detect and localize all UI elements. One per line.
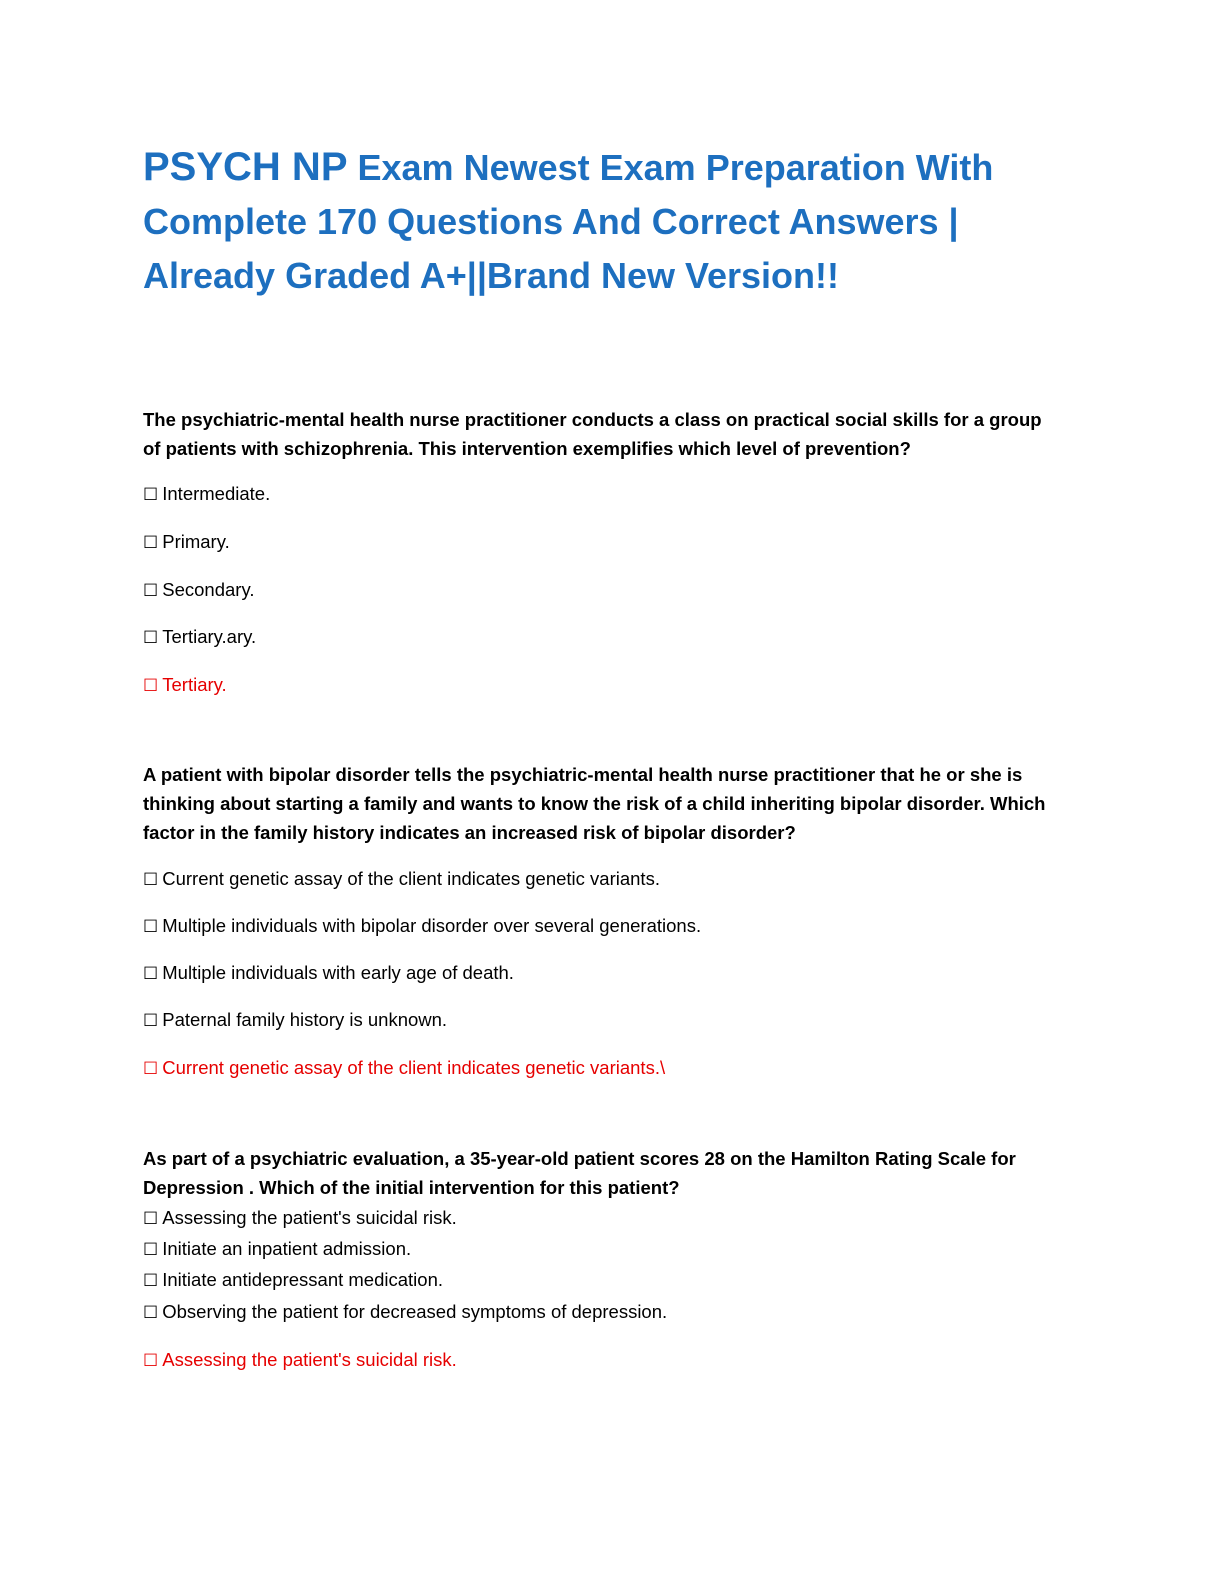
option-label: Current genetic assay of the client indicates genetic variants. [162, 868, 660, 889]
option-label: Initiate antidepressant medication. [162, 1269, 444, 1290]
title-rest: Exam Newest Exam Preparation With Complete 170 Questions And Correct Answers | Already Graded A+||Brand New Version!! [143, 147, 994, 296]
checkbox-icon: ☐ [143, 533, 159, 553]
option-label: Intermediate. [162, 483, 271, 504]
checkbox-icon: ☐ [143, 485, 159, 505]
checkbox-icon: ☐ [143, 1271, 159, 1291]
option-label: Initiate an inpatient admission. [162, 1238, 412, 1259]
option-label: Secondary. [162, 579, 255, 600]
checkbox-icon: ☐ [143, 870, 159, 890]
checkbox-icon: ☐ [143, 1011, 159, 1031]
answer-label: Tertiary. [162, 674, 227, 695]
option-item [143, 1008, 447, 1033]
option-item [143, 867, 660, 892]
option-item [143, 1237, 411, 1262]
option-item [143, 914, 701, 939]
checkbox-icon: ☐ [143, 1240, 159, 1260]
checkbox-icon: ☐ [143, 1209, 159, 1229]
option-label: Assessing the patient's suicidal risk. [162, 1207, 457, 1228]
answer-label: Current genetic assay of the client indicates genetic variants.\ [162, 1057, 666, 1078]
checkbox-icon: ☐ [143, 581, 159, 601]
option-label: Multiple individuals with early age of death. [162, 962, 514, 983]
checkbox-icon: ☐ [143, 1351, 159, 1371]
checkbox-icon: ☐ [143, 676, 159, 696]
checkbox-icon: ☐ [143, 628, 159, 648]
option-item [143, 482, 270, 507]
option-item [143, 530, 230, 555]
option-label: Paternal family history is unknown. [162, 1009, 448, 1030]
correct-answer [143, 673, 227, 698]
title-lead: PSYCH NP [143, 145, 348, 189]
option-label: Tertiary.ary. [162, 626, 257, 647]
question-text: A patient with bipolar disorder tells the psychiatric-mental health nurse practitioner that he or she is thinking about starting a family and wants to know the risk of a child inheriting bipolar disorder. Which factor in the family history indicates an increased risk of bipolar disorder? [143, 764, 1046, 843]
option-label: Primary. [162, 531, 230, 552]
question-text: The psychiatric-mental health nurse practitioner conducts a class on practical social skills for a group of patients with schizophrenia. This intervention exemplifies which level of prevention? [143, 409, 1042, 459]
answer-label: Assessing the patient's suicidal risk. [162, 1349, 457, 1370]
option-label: Multiple individuals with bipolar disorder over several generations. [162, 915, 702, 936]
document-title [143, 140, 1043, 303]
option-item [143, 625, 256, 650]
checkbox-icon: ☐ [143, 964, 159, 984]
correct-answer [143, 1348, 457, 1373]
option-item [143, 961, 514, 986]
option-item [143, 1206, 457, 1231]
option-item [143, 1268, 443, 1293]
option-label: Observing the patient for decreased symptoms of depression. [162, 1301, 668, 1322]
checkbox-icon: ☐ [143, 1059, 159, 1079]
correct-answer [143, 1056, 665, 1081]
option-item [143, 1300, 667, 1325]
checkbox-icon: ☐ [143, 917, 159, 937]
checkbox-icon: ☐ [143, 1303, 159, 1323]
question-text: As part of a psychiatric evaluation, a 35-year-old patient scores 28 on the Hamilton Rating Scale for Depression . Which of the initial intervention for this patient? [143, 1148, 1016, 1198]
option-item [143, 578, 254, 603]
